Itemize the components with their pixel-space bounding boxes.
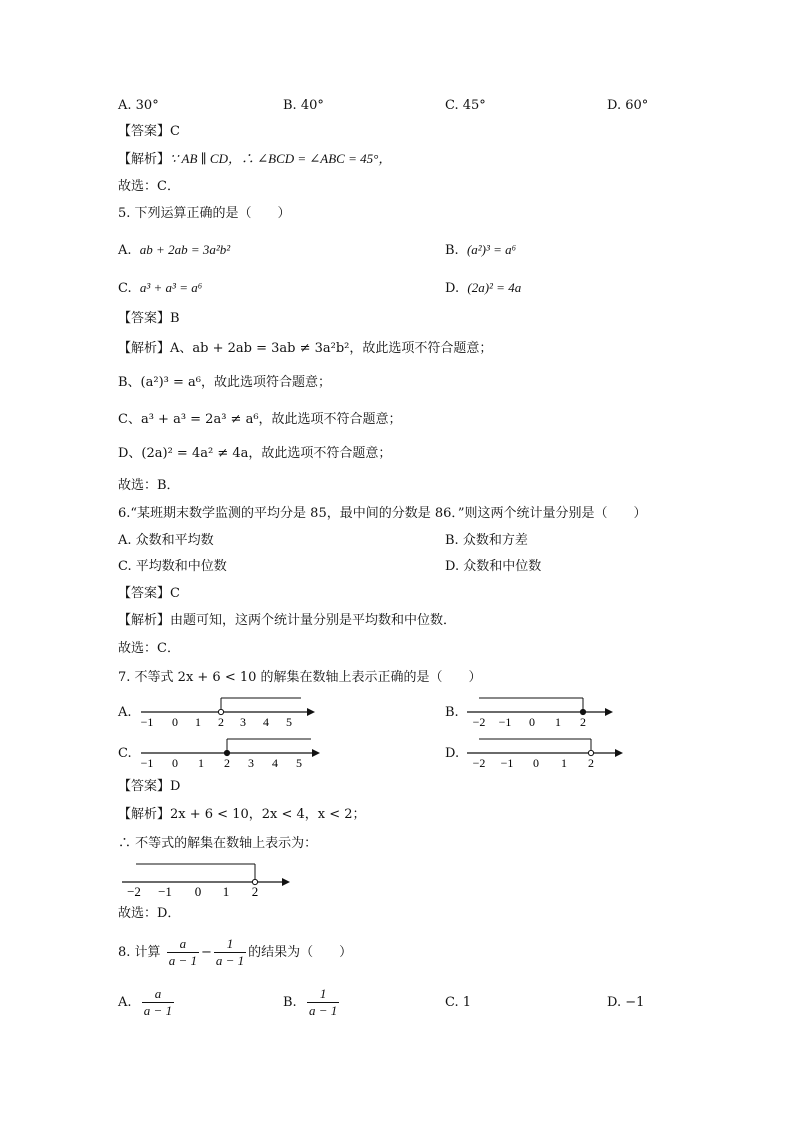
denominator: a − 1: [215, 953, 245, 968]
q7-option-c-label: C.: [118, 746, 132, 761]
q5-analysis-b: B、(a²)³ = a⁶，故此选项符合题意；: [118, 375, 331, 390]
arrow-head: [282, 878, 290, 886]
tick-label: 2: [218, 715, 224, 729]
q5-answer: 【答案】B: [118, 311, 180, 326]
tick-label: 0: [533, 756, 539, 770]
arrow-head: [615, 749, 623, 757]
q8-stem: [118, 936, 352, 970]
q7-option-a-label: A.: [118, 705, 132, 720]
numerator: a: [167, 936, 199, 953]
tick-label: 1: [198, 756, 204, 770]
q5-option-b-expr: (a²)³ = a⁶: [466, 242, 517, 257]
q6-analysis: 【解析】由题可知，这两个统计量分别是平均数和中位数．: [118, 613, 457, 628]
q4-conclusion: 故选：C．: [118, 179, 180, 194]
tick-label: −2: [472, 715, 486, 729]
q5-conclusion: 故选：B．: [118, 478, 180, 493]
tick-label: 1: [561, 756, 567, 770]
q4-option-d: D. 60°: [607, 98, 649, 113]
tick-label: 4: [272, 756, 278, 770]
option-label: D.: [445, 281, 460, 296]
tick-label: −2: [472, 756, 486, 770]
tick-label: 1: [555, 715, 561, 729]
q6-option-c: C. 平均数和中位数: [118, 559, 227, 574]
tick-label: 0: [172, 715, 178, 729]
tick-label: 1: [195, 715, 201, 729]
q5-stem: 5. 下列运算正确的是（ ）: [118, 206, 291, 221]
q5-option-a: [118, 241, 230, 260]
tick-label: −1: [158, 884, 172, 899]
q5-option-b: [445, 241, 516, 260]
minus-sign: −: [200, 945, 212, 960]
option-label: C.: [118, 281, 132, 296]
q5-analysis-d: D、(2a)² = 4a² ≠ 4a，故此选项不符合题意；: [118, 446, 392, 461]
tick-label: 4: [263, 715, 269, 729]
q7-conclusion: 故选：D．: [118, 906, 181, 921]
arrow-head: [312, 749, 320, 757]
q7-option-b-label: B.: [445, 705, 459, 720]
q6-conclusion: 故选：C．: [118, 641, 180, 656]
tick-label: −1: [500, 756, 514, 770]
number-line-d-svg: [463, 735, 623, 771]
q4-option-a: A. 30°: [118, 98, 159, 113]
q5-option-d-expr: (2a)² = 4a: [467, 280, 522, 295]
q4-analysis-text: ∵ AB ∥ CD，∴ ∠BCD = ∠ABC = 45°，: [170, 151, 392, 166]
q7-answer: 【答案】D: [118, 779, 181, 794]
tick-label: 2: [580, 715, 586, 729]
q7-analysis: 【解析】2x + 6 < 10，2x < 4，x < 2；: [118, 807, 366, 822]
solution-number-line-svg: [118, 856, 290, 900]
q6-answer: 【答案】C: [118, 586, 180, 601]
tick-label: −2: [127, 884, 141, 899]
denominator: a − 1: [168, 953, 197, 968]
option-label: B.: [283, 995, 297, 1010]
q7-stem: 7. 不等式 2x + 6 < 10 的解集在数轴上表示正确的是（ ）: [118, 670, 482, 685]
q7-solution-number-line: [118, 856, 290, 904]
tick-label: −1: [498, 715, 512, 729]
analysis-label: 【解析】: [118, 152, 171, 167]
q7-number-line-a: [135, 694, 315, 734]
numerator: a: [142, 986, 174, 1003]
q4-answer: 【答案】C: [118, 124, 180, 139]
q7-number-line-c: [135, 735, 320, 775]
option-label: A.: [118, 995, 132, 1010]
arrow-head: [605, 708, 613, 716]
q6-option-a: A. 众数和平均数: [118, 533, 214, 548]
numerator: 1: [214, 936, 246, 953]
q7-number-line-b: [463, 694, 613, 734]
open-point: [588, 750, 593, 755]
tick-label: 5: [296, 756, 302, 770]
tick-label: −1: [140, 756, 154, 770]
closed-point: [224, 750, 229, 755]
tick-label: 3: [240, 715, 246, 729]
q7-analysis-2: ∴ 不等式的解集在数轴上表示为：: [118, 836, 318, 851]
denominator: a − 1: [308, 1003, 338, 1018]
q8-option-b-fraction: [307, 986, 339, 1019]
tick-label: 2: [251, 884, 259, 899]
closed-point: [580, 709, 585, 714]
tick-label: 0: [172, 756, 178, 770]
option-label: A.: [118, 243, 132, 258]
q8-stem-suffix: 的结果为（ ）: [248, 945, 353, 960]
q8-option-a-fraction: [142, 986, 174, 1019]
number-line-b-svg: [463, 694, 613, 730]
q4-option-b: B. 40°: [283, 98, 324, 113]
q8-fraction-2: [214, 936, 246, 969]
q5-option-a-expr: ab + 2ab = 3a²b²: [139, 242, 231, 257]
q5-option-d: [445, 279, 521, 298]
tick-label: 1: [222, 884, 230, 899]
q5-analysis-a: 【解析】A、ab + 2ab = 3ab ≠ 3a²b²，故此选项不符合题意；: [118, 341, 493, 356]
q5-option-c: [118, 279, 202, 298]
q6-stem: 6.“某班期末数学监测的平均分是 85，最中间的分数是 86．”则这两个统计量分别是（ ）: [118, 506, 647, 521]
number-line-c-svg: [135, 735, 320, 771]
q8-fraction-1: [167, 936, 199, 969]
number-line-a-svg: [135, 694, 315, 730]
tick-label: 0: [529, 715, 535, 729]
q5-analysis-c: C、a³ + a³ = 2a³ ≠ a⁶，故此选项不符合题意；: [118, 412, 402, 427]
tick-label: 2: [588, 756, 594, 770]
denominator: a − 1: [143, 1003, 173, 1018]
tick-label: 2: [224, 756, 230, 770]
q8-option-c: C. 1: [445, 995, 472, 1010]
q5-option-c-expr: a³ + a³ = a⁶: [139, 280, 203, 295]
q7-option-d-label: D.: [445, 746, 460, 761]
q6-option-b: B. 众数和方差: [445, 533, 528, 548]
tick-label: 0: [194, 884, 202, 899]
q4-analysis: [118, 150, 391, 169]
q6-option-d: D. 众数和中位数: [445, 559, 542, 574]
option-label: B.: [445, 243, 459, 258]
q7-number-line-d: [463, 735, 623, 775]
q8-option-b: [283, 986, 341, 1020]
arrow-head: [307, 708, 315, 716]
tick-label: 5: [286, 715, 292, 729]
tick-label: 3: [248, 756, 254, 770]
open-point: [218, 709, 223, 714]
q8-stem-prefix: 8. 计算: [118, 945, 161, 960]
numerator: 1: [307, 986, 339, 1003]
tick-label: −1: [140, 715, 154, 729]
q8-option-a: [118, 986, 176, 1020]
q8-option-d: D. −1: [607, 995, 645, 1010]
q4-option-c: C. 45°: [445, 98, 486, 113]
